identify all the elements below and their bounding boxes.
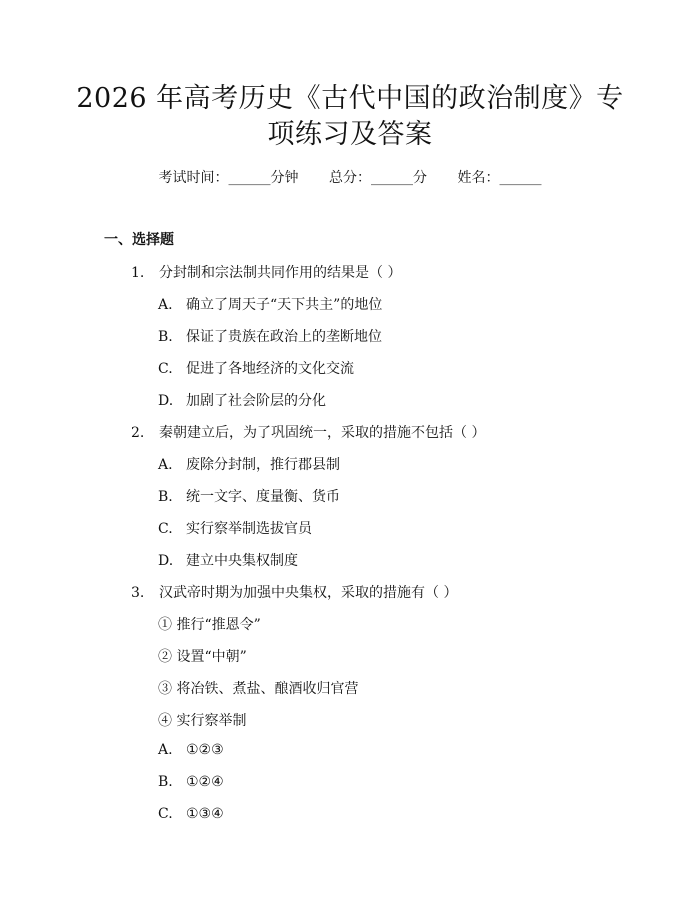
option-text: ①②③	[186, 742, 224, 758]
q3-option-a	[158, 742, 224, 758]
q2-option-c	[158, 518, 312, 538]
question-number: 3.	[131, 585, 145, 601]
option-text: 统一文字、度量衡、货币	[186, 489, 340, 505]
document-title-line-1: 2026 年高考历史《古代中国的政治制度》专	[76, 83, 624, 114]
option-text: 促进了各地经济的文化交流	[186, 361, 354, 377]
q1-option-b	[158, 326, 382, 346]
option-letter: A.	[158, 457, 173, 473]
exam-time-unit: 分钟	[270, 170, 299, 186]
option-letter: B.	[158, 329, 173, 345]
exam-time	[159, 170, 303, 186]
q2-option-a	[158, 454, 340, 474]
option-text: ①③④	[186, 806, 224, 822]
question-text: 分封制和宗法制共同作用的结果是（ ）	[159, 265, 402, 281]
section-heading: 一、选择题	[104, 232, 174, 248]
total-score-blank: ______	[371, 170, 413, 186]
exam-time-label: 考试时间：	[158, 170, 229, 186]
q1-option-c	[158, 358, 354, 378]
option-text: 建立中央集权制度	[186, 553, 298, 569]
q1-option-d	[158, 390, 326, 410]
q2-option-d	[158, 550, 298, 570]
q3-statement-2: ② 设置“中朝”	[158, 649, 247, 665]
question-3	[131, 582, 457, 602]
q1-option-a	[158, 294, 382, 314]
option-text: 确立了周天子“天下共主”的地位	[186, 297, 383, 313]
question-2	[131, 422, 485, 442]
option-letter: C.	[158, 806, 173, 822]
q3-statement-1: ① 推行“推恩令”	[158, 617, 261, 633]
option-letter: D.	[158, 553, 174, 569]
total-score-label: 总分：	[329, 170, 371, 186]
total-score-unit: 分	[413, 170, 427, 186]
q3-option-c	[158, 806, 224, 822]
exam-meta	[0, 167, 700, 187]
question-1	[131, 262, 401, 282]
student-name-label: 姓名：	[457, 170, 500, 186]
question-number: 2.	[131, 425, 145, 441]
option-text: 实行察举制选拔官员	[186, 521, 312, 537]
option-letter: A.	[158, 742, 173, 758]
exam-time-blank: ______	[228, 170, 271, 186]
document-title-line-2: 项练习及答案	[267, 119, 433, 150]
q3-statement-3: ③ 将冶铁、煮盐、酿酒收归官营	[158, 681, 359, 697]
total-score	[329, 170, 431, 186]
student-name	[457, 170, 541, 186]
option-text: 加剧了社会阶层的分化	[186, 393, 326, 409]
q2-option-b	[158, 486, 340, 506]
option-letter: C.	[158, 361, 173, 377]
option-letter: B.	[158, 489, 173, 505]
option-letter: C.	[158, 521, 173, 537]
option-text: 废除分封制，推行郡县制	[186, 457, 340, 473]
option-text: ①②④	[186, 774, 224, 790]
question-number: 1.	[131, 265, 145, 281]
student-name-blank: ______	[499, 170, 542, 186]
q3-statement-4: ④ 实行察举制	[158, 713, 247, 729]
q3-option-b	[158, 774, 224, 790]
option-letter: B.	[158, 774, 173, 790]
question-text: 汉武帝时期为加强中央集权，采取的措施有（ ）	[159, 585, 458, 601]
option-letter: D.	[158, 393, 174, 409]
question-text: 秦朝建立后，为了巩固统一，采取的措施不包括（ ）	[159, 425, 486, 441]
option-text: 保证了贵族在政治上的垄断地位	[186, 329, 382, 345]
option-letter: A.	[158, 297, 173, 313]
